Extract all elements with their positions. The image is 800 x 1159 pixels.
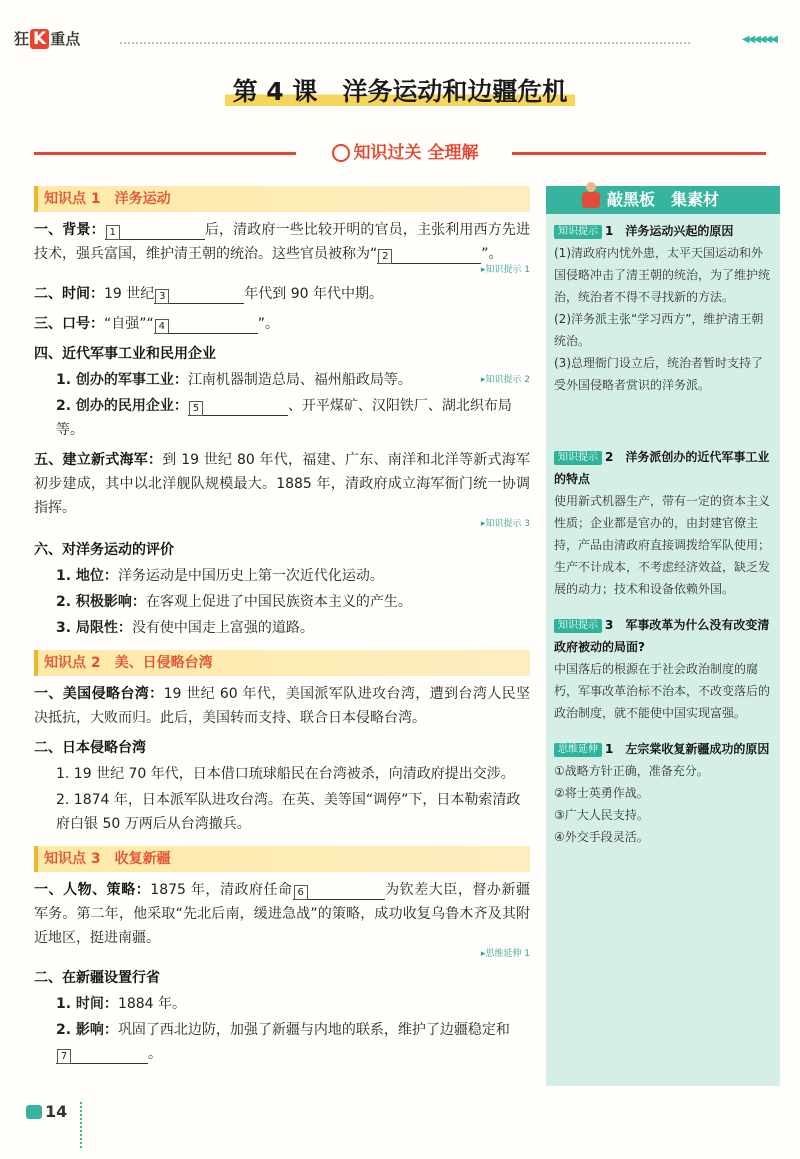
blank-4[interactable]: 4 (154, 315, 258, 334)
hint-link-1[interactable]: ▸知识提示 1 (480, 265, 530, 275)
note-tag: 知识提示 (554, 619, 602, 633)
note-tag: 知识提示 (554, 225, 602, 239)
kp1-slogan: 三、口号：“自强”“ 4 ”。 (34, 316, 280, 332)
kp1-eval-positive: 2. 积极影响：在客观上促进了中国民族资本主义的产生。 (56, 594, 412, 610)
note-tag: 知识提示 (554, 451, 602, 465)
swirl-icon (332, 144, 350, 162)
sidebar-notes (546, 186, 780, 1086)
main-column (34, 186, 530, 1066)
brand-text-b: 重点 (50, 30, 81, 48)
kp3-province-effect: 2. 影响：巩固了西北边防，加强了新疆与内地的联系，维护了边疆稳定和7 。 (56, 1022, 510, 1062)
kp1-eval-limit: 3. 局限性：没有使中国走上富强的道路。 (56, 620, 314, 636)
kp1-industry-heading: 四、近代军事工业和民用企业 (34, 346, 216, 362)
sidebar-note-2: 知识提示 2 洋务派创办的近代军事工业的特点 使用新式机器生产，带有一定的资本主义性质；企业都是官办的，由封建官僚主持，产品由清政府直接调拨给军队使用；生产不计成本，不考虑经济效益，缺乏发展的动力；技术和设备依赖外国。 (554, 450, 771, 596)
page-number: 14 (26, 1102, 67, 1121)
section-banner (300, 138, 510, 163)
blank-6[interactable]: 6 (293, 881, 385, 900)
kp1-eval-status: 1. 地位：洋务运动是中国历史上第一次近代化运动。 (56, 568, 384, 584)
kp1-background: 一、背景： 1 后，清政府一些比较开明的官员，主张利用西方先进技术，强兵富国，维护清王朝的统治。这些官员被称为“ 2 ”。 ▸知识提示 1 (34, 222, 531, 275)
banner-rule-left (34, 152, 296, 155)
sidebar-note-1: 知识提示 1 洋务运动兴起的原因 (1)清政府内忧外患，太平天国运动和外国侵略冲击了清王朝的统治，为了维护统治，统治者不得不寻找新的方法。 (2)洋务派主张“学习西方”，维护清王朝统治。 (3)总理衙门设立后，统治者暂时支持了受外国侵略者赏识的洋务派。 (554, 224, 771, 392)
banner-rule-right (512, 152, 766, 155)
book-icon (26, 1105, 42, 1119)
hint-link-4[interactable]: ▸思维延伸 1 (480, 949, 530, 959)
knowledge-point-3-header: 知识点 3 收复新疆 (34, 846, 530, 872)
kp3-province-heading: 二、在新疆设置行省 (34, 970, 160, 986)
footer-dotted-rule (80, 1102, 82, 1148)
teacher-figure-icon (580, 182, 602, 210)
header-dotted-rule (120, 42, 690, 44)
blank-5[interactable]: 5 (188, 397, 288, 416)
blank-2[interactable]: 2 (377, 245, 481, 264)
blank-3[interactable]: 3 (154, 285, 244, 304)
lesson-title: 第 4 课 洋务运动和边疆危机 (0, 72, 800, 108)
kp2-jp-1: 1. 19 世纪 70 年代，日本借口琉球船民在台湾被杀，向清政府提出交涉。 (56, 766, 515, 782)
kp1-civil-industry: 2. 创办的民用企业： 5 、开平煤矿、汉阳铁厂、湖北织布局等。 (56, 398, 512, 438)
banner-text: 知识过关 全理解 (353, 143, 479, 163)
kp1-time: 二、时间：19 世纪 3 年代到 90 年代中期。 (34, 286, 383, 302)
sidebar-note-3: 知识提示 3 军事改革为什么没有改变清政府被动的局面? 中国落后的根源在于社会政治制度的腐朽，军事改革治标不治本，不改变落后的政治制度，就不能使中国实现富强。 (554, 618, 771, 720)
sidebar-note-4: 思维延伸 1 左宗棠收复新疆成功的原因 ①战略方针正确，准备充分。 ②将士英勇作战。 ③广大人民支持。 ④外交手段灵活。 (554, 742, 770, 844)
knowledge-point-2-header: 知识点 2 美、日侵略台湾 (34, 650, 530, 676)
blank-7[interactable]: 7 (56, 1045, 148, 1064)
header-arrows-icon: ◀◀◀◀◀◀ (741, 34, 776, 45)
kp3-person: 一、人物、策略：1875 年，清政府任命 6 为钦差大臣，督办新疆军务。第二年，他采取“先北后南，缓进急战”的策略，成功收复乌鲁木齐及其附近地区，挺进南疆。 ▸思维延伸 1 (34, 882, 530, 959)
note-tag: 思维延伸 (554, 743, 602, 757)
kp1-navy: 五、建立新式海军：到 19 世纪 80 年代，福建、广东、南洋和北洋等新式海军初步建成，其中以北洋舰队规模最大。1885 年，清政府成立海军衙门统一协调指挥。 ▸知识提示 3 (34, 452, 531, 529)
kp2-jp-heading: 二、日本侵略台湾 (34, 740, 146, 756)
hint-link-3[interactable]: ▸知识提示 3 (480, 519, 530, 529)
kp1-eval-heading: 六、对洋务运动的评价 (34, 542, 174, 558)
kp2-us: 一、美国侵略台湾：19 世纪 60 年代，美国派军队进攻台湾，遭到台湾人民坚决抵抗，大败而归。此后，美国转而支持、联合日本侵略台湾。 (34, 686, 531, 726)
brand-k: K (30, 29, 49, 49)
blank-1[interactable]: 1 (105, 221, 205, 240)
knowledge-point-1-header: 知识点 1 洋务运动 (34, 186, 530, 212)
hint-link-2[interactable]: ▸知识提示 2 (480, 375, 530, 385)
kp1-military-industry: 1. 创办的军事工业：江南机器制造总局、福州船政局等。 ▸知识提示 2 (56, 368, 530, 392)
kp2-jp-2: 2. 1874 年，日本派军队进攻台湾。在英、美等国“调停”下，日本勒索清政府白银 50 万两后从台湾撤兵。 (56, 792, 521, 832)
brand-text-a: 狂 (14, 30, 30, 48)
kp3-province-time: 1. 时间：1884 年。 (56, 996, 187, 1012)
sidebar-header: 敲黑板 集素材 (546, 186, 780, 214)
brand-logo (14, 28, 80, 49)
